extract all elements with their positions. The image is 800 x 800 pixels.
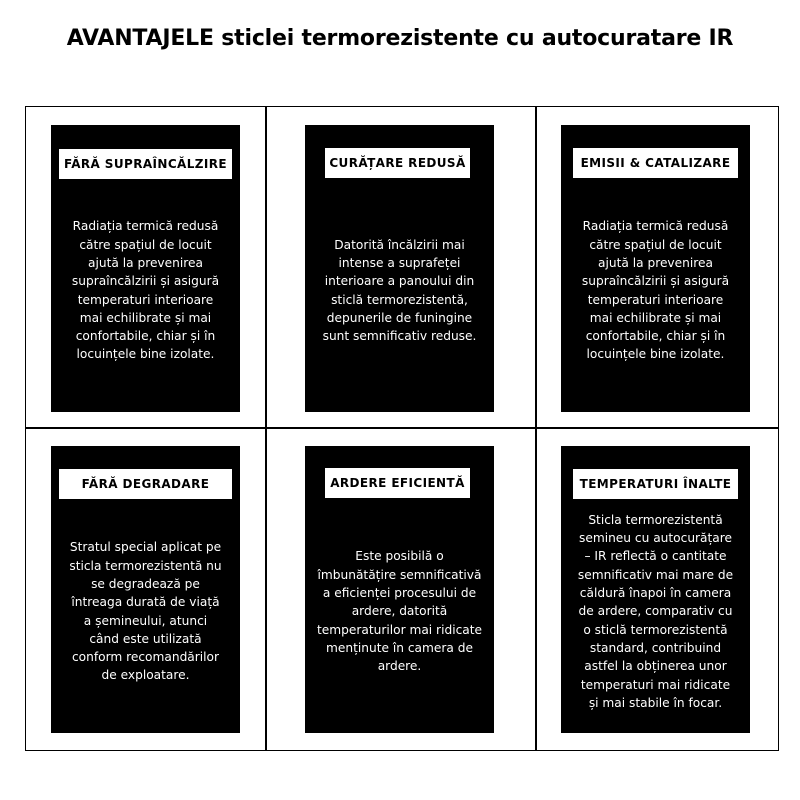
card-text-line: de ardere, comparativ cu [578,604,733,619]
card-description [571,183,740,398]
card-text-line: a șemineului, atunci [83,613,208,628]
card-description [61,183,230,398]
advantage-card-efficient-combustion [305,446,494,733]
card-description [315,183,484,398]
card-text-line: când este utilizată [89,631,202,646]
card-text-line: căldură înapoi în camera [579,586,732,601]
advantage-card-high-temperatures [561,446,750,733]
card-text-line: Radiația termică redusă [72,219,219,234]
card-text-line: astfel la obținerea unor [584,659,727,674]
card-text-line: Stratul special aplicat pe [69,540,222,555]
card-text-line: ajută la prevenirea [88,255,203,270]
card-text-line: temperaturi mai ridicate [580,677,731,692]
card-label: FĂRĂ DEGRADARE [59,469,232,499]
card-text-line: menținute în camera de [326,640,473,655]
card-text-line: supraîncălzirii și asigură [581,274,730,289]
card-text-line: o sticlă termorezistentă [583,622,728,637]
grid-divider-vertical-2 [535,107,537,750]
card-description [315,504,484,719]
card-text-line: și mai stabile în focar. [588,695,723,710]
card-label: CURĂȚARE REDUSĂ [325,148,470,178]
page-title: AVANTAJELE sticlei termorezistente cu autocuratare IR [66,26,734,51]
card-text-line: ardere, datorită [351,604,448,619]
card-text-line: intense a suprafeței [338,255,461,270]
card-description [571,504,740,719]
card-text-line: interioare a panoului din [324,274,475,289]
card-text-line: sticla termorezistentă nu [69,558,222,573]
advantage-card-emissions-catalysis [561,125,750,412]
grid-divider-vertical-1 [265,107,267,750]
card-text-line: Datorită încălzirii mai [334,237,465,252]
grid-divider-horizontal [26,427,778,429]
card-text-line: conform recomandărilor [71,650,220,665]
advantage-card-reduced-cleaning [305,125,494,412]
advantage-card-no-degradation [51,446,240,733]
card-text-line: mai echilibrate și mai [79,310,212,325]
card-text-line: Este posibilă o [355,549,444,564]
card-text-line: confortabile, chiar și în [585,329,726,344]
card-text-line: locuințele bine izolate. [76,347,215,362]
card-description [61,504,230,719]
card-text-line: ardere. [377,659,422,674]
card-text-line: a eficienței procesului de [322,586,477,601]
card-text-line: ajută la prevenirea [598,255,713,270]
card-text-line: standard, contribuind [589,640,722,655]
card-text-line: de exploatare. [101,668,190,683]
card-label: TEMPERATURI ÎNALTE [573,469,738,499]
card-text-line: – IR reflectă o cantitate [584,549,727,564]
card-text-line: sunt semnificativ reduse. [322,329,477,344]
card-label: ARDERE EFICIENTĂ [325,468,470,498]
card-text-line: depunerile de funingine [326,310,473,325]
card-text-line: către spațiul de locuit [79,237,212,252]
card-label: EMISII & CATALIZARE [573,148,738,178]
card-text-line: întreaga durată de viață [71,595,220,610]
card-text-line: se degradează pe [91,576,200,591]
card-text-line: locuințele bine izolate. [586,347,725,362]
card-text-line: sticlă termorezistentă, [331,292,468,307]
card-text-line: temperaturi interioare [587,292,724,307]
card-text-line: semineu cu autocurățare [578,531,733,546]
card-text-line: Sticla termorezistentă [588,512,723,527]
card-text-line: Radiația termică redusă [582,219,729,234]
card-text-line: îmbunătățire semnificativă [317,567,482,582]
card-text-line: semnificativ mai mare de [577,567,734,582]
advantage-card-no-overheating [51,125,240,412]
card-text-line: către spațiul de locuit [589,237,722,252]
card-text-line: confortabile, chiar și în [75,329,216,344]
card-text-line: temperaturilor mai ridicate [316,622,483,637]
card-label: FĂRĂ SUPRAÎNCĂLZIRE [59,149,232,179]
card-text-line: supraîncălzirii și asigură [71,274,220,289]
card-text-line: temperaturi interioare [77,292,214,307]
card-text-line: mai echilibrate și mai [589,310,722,325]
